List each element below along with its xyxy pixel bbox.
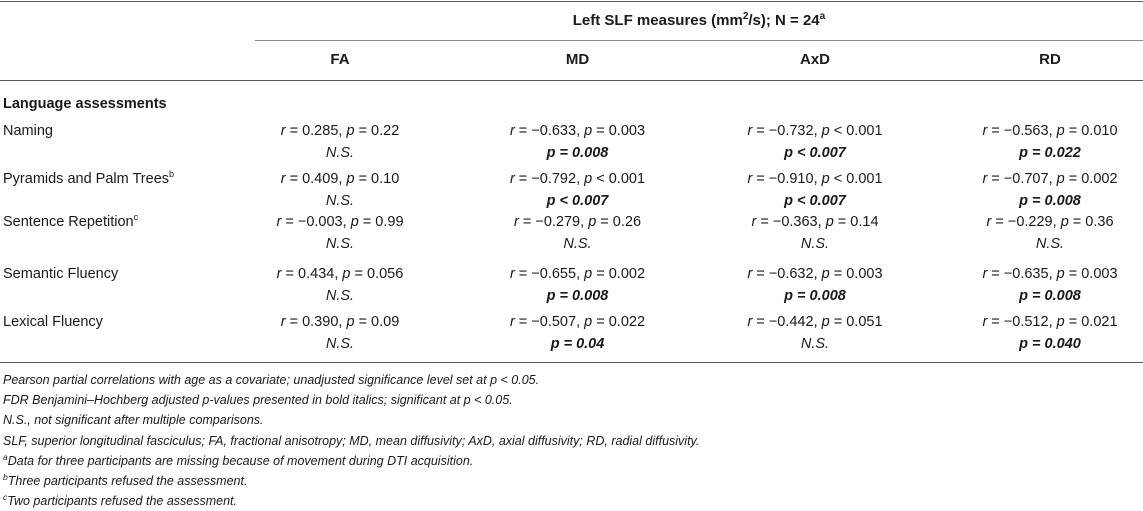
correlation-value: r = −0.910, p < 0.001 bbox=[747, 171, 883, 187]
correlation-value: r = −0.229, p = 0.36 bbox=[986, 214, 1114, 230]
table-cell bbox=[710, 263, 920, 307]
not-significant-label: N.S. bbox=[325, 336, 355, 352]
column-header-rd: RD bbox=[1039, 51, 1061, 68]
table-row bbox=[0, 120, 1143, 168]
column-header-md: MD bbox=[565, 51, 590, 68]
table-cell bbox=[710, 311, 920, 355]
not-significant-label: N.S. bbox=[325, 145, 355, 161]
adjusted-p-value: p < 0.007 bbox=[546, 193, 609, 209]
column-header-axd: AxD bbox=[799, 51, 830, 68]
correlation-value: r = 0.390, p = 0.09 bbox=[280, 314, 400, 330]
table-row bbox=[0, 311, 1143, 359]
adjusted-p-value: p = 0.008 bbox=[546, 288, 609, 304]
row-label: Semantic Fluency bbox=[3, 266, 119, 282]
not-significant-label: N.S. bbox=[325, 288, 355, 304]
footnotes bbox=[3, 370, 1133, 511]
not-significant-label: N.S. bbox=[325, 193, 355, 209]
correlation-value: r = −0.363, p = 0.14 bbox=[751, 214, 879, 230]
correlation-value: r = −0.792, p < 0.001 bbox=[509, 171, 646, 187]
header-rule bbox=[0, 80, 1143, 81]
table-top-rule bbox=[0, 1, 1143, 2]
adjusted-p-value: p = 0.04 bbox=[550, 336, 605, 352]
correlation-value: r = −0.633, p = 0.003 bbox=[509, 123, 646, 139]
table-cell bbox=[470, 120, 685, 164]
correlation-value: r = −0.655, p = 0.002 bbox=[509, 266, 646, 282]
not-significant-label: N.S. bbox=[800, 236, 830, 252]
correlation-value: r = −0.512, p = 0.021 bbox=[982, 314, 1118, 330]
correlation-value: r = −0.442, p = 0.051 bbox=[747, 314, 883, 330]
footnote: $^b$Three participants refused the assessment. bbox=[3, 471, 248, 489]
adjusted-p-value: p < 0.007 bbox=[784, 145, 846, 161]
table-row bbox=[0, 168, 1143, 216]
table-cell bbox=[470, 311, 685, 355]
footnote: $^a$Data for three participants are missing because of movement during DTI acquisition. bbox=[3, 451, 474, 468]
adjusted-p-value: p = 0.008 bbox=[1019, 193, 1081, 209]
adjusted-p-value: p < 0.007 bbox=[784, 193, 846, 209]
row-label: Pyramids and Palm Trees$^b$ bbox=[3, 169, 175, 187]
table-cell bbox=[470, 263, 685, 307]
correlation-value: r = −0.507, p = 0.022 bbox=[509, 314, 646, 330]
table-cell bbox=[710, 211, 920, 255]
correlation-value: r = 0.285, p = 0.22 bbox=[280, 123, 400, 139]
section-label: Language assessments bbox=[3, 96, 167, 112]
correlation-value: r = −0.635, p = 0.003 bbox=[982, 266, 1118, 282]
correlation-value: r = −0.632, p = 0.003 bbox=[747, 266, 883, 282]
footnote: N.S., not significant after multiple comparisons. bbox=[3, 413, 264, 428]
table-bottom-rule bbox=[0, 362, 1143, 363]
column-group-rule bbox=[255, 40, 1143, 41]
column-group-title: Left SLF measures $(mm^2/s)$; $N = 24^a$ bbox=[572, 11, 826, 29]
not-significant-label: N.S. bbox=[563, 236, 592, 252]
row-label: Naming bbox=[3, 123, 53, 139]
correlation-value: r = −0.003, p = 0.99 bbox=[276, 214, 404, 230]
table-cell bbox=[470, 168, 685, 212]
not-significant-label: N.S. bbox=[800, 336, 830, 352]
row-label: Sentence Repetition$^c$ bbox=[3, 212, 139, 230]
table-cell bbox=[255, 263, 425, 307]
table-row bbox=[0, 263, 1143, 311]
adjusted-p-value: p = 0.008 bbox=[784, 288, 846, 304]
correlation-value: r = 0.409, p = 0.10 bbox=[280, 171, 400, 187]
footnote: $^c$Two participants refused the assessment. bbox=[3, 492, 237, 509]
correlation-value: r = −0.563, p = 0.010 bbox=[982, 123, 1118, 139]
table-cell bbox=[255, 168, 425, 212]
footnote: FDR Benjamini–Hochberg adjusted p-values presented in bold italics; significant at p < 0.05. bbox=[3, 393, 513, 408]
correlation-value: r = −0.707, p = 0.002 bbox=[982, 171, 1118, 187]
footnote: Pearson partial correlations with age as a covariate; unadjusted significance level set at p < 0.05. bbox=[3, 373, 540, 387]
adjusted-p-value: p = 0.008 bbox=[1019, 288, 1081, 304]
table-cell bbox=[955, 311, 1143, 355]
footnote-mark: c bbox=[133, 212, 139, 223]
not-significant-label: N.S. bbox=[1035, 236, 1065, 252]
table-cell bbox=[955, 120, 1143, 164]
adjusted-p-value: p = 0.008 bbox=[546, 145, 609, 161]
table-cell bbox=[710, 168, 920, 212]
correlation-value: r = −0.732, p < 0.001 bbox=[747, 123, 883, 139]
not-significant-label: N.S. bbox=[325, 236, 355, 252]
adjusted-p-value: p = 0.040 bbox=[1019, 336, 1081, 352]
table-row bbox=[0, 211, 1143, 259]
table-cell bbox=[255, 211, 425, 255]
table-cell bbox=[955, 211, 1143, 255]
correlation-value: r = −0.279, p = 0.26 bbox=[513, 214, 642, 230]
table-cell bbox=[955, 168, 1143, 212]
table-cell bbox=[470, 211, 685, 255]
table-cell bbox=[255, 120, 425, 164]
table-cell bbox=[710, 120, 920, 164]
footnote-mark: b bbox=[169, 169, 175, 180]
adjusted-p-value: p = 0.022 bbox=[1019, 145, 1081, 161]
footnote: SLF, superior longitudinal fasciculus; FA, fractional anisotropy; MD, mean diffusivity; AxD, axial diffusivity; RD, radial diffusivity. bbox=[3, 433, 700, 448]
table-cell bbox=[955, 263, 1143, 307]
row-label: Lexical Fluency bbox=[3, 314, 103, 330]
table-cell bbox=[255, 311, 425, 355]
correlation-value: r = 0.434, p = 0.056 bbox=[276, 266, 404, 282]
column-header-fa: FA bbox=[330, 51, 350, 68]
